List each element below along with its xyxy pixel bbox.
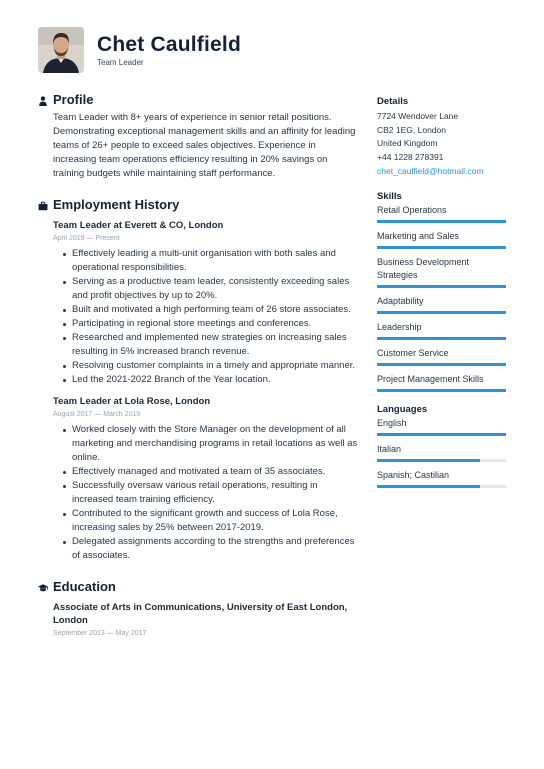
job-dates: April 2019 — Present: [53, 235, 120, 242]
briefcase-icon: [38, 201, 48, 211]
job-bullets: [53, 247, 358, 387]
bullet-item: Contributed to the significant growth and success of Lola Rose, increasing sales by 25% between 2017-2019.: [53, 507, 358, 535]
country: United Kingdom: [377, 138, 438, 149]
job-title: Team Leader at Lola Rose, London: [53, 396, 211, 407]
bullet-item: Successfully oversaw various retail operations, resulting in increased team training efficiency.: [53, 479, 358, 507]
email-link[interactable]: chet_caulfield@hotmail.com: [377, 165, 484, 176]
skill-level-fill: [377, 246, 506, 249]
sidebar-column: [377, 95, 506, 499]
education-heading-row: [38, 579, 358, 597]
skill-name: Business Development Strategies: [377, 256, 470, 280]
skill-level-fill: [377, 311, 506, 314]
bullet-item: Built and motivated a high performing team of 26 store associates.: [53, 303, 358, 317]
candidate-name: Chet Caulfield: [97, 33, 241, 56]
job-entry: [38, 219, 358, 387]
employment-heading-row: [38, 197, 358, 215]
profile-summary: Team Leader with 8+ years of experience in senior retail positions. Demonstrating exceptional management skills and an affinity for leading teams of 26+ people to exceed sales objectives. Experience in increasing team operations efficiency resulting in 20% savings on training budgets while maintaining staff performance.: [53, 112, 356, 179]
bullet-item: Effectively managed and motivated a team of 35 associates.: [53, 465, 358, 479]
skills-section: [377, 190, 506, 392]
education-section: [38, 579, 358, 639]
phone: +44 1228 278391: [377, 152, 444, 163]
address-line: CB2 1EG, London: [377, 124, 446, 135]
language-level-fill: [377, 433, 506, 436]
bullet-item: Participating in regional store meetings and conferences.: [53, 317, 358, 331]
resume-header: [38, 27, 508, 73]
skill-level-fill: [377, 285, 506, 288]
skill-level-fill: [377, 389, 506, 392]
bullet-item: Effectively leading a multi-unit organisation with both sales and operational responsibilities.: [53, 247, 358, 275]
skill-level-bar: [377, 220, 506, 223]
language-level-bar: [377, 459, 506, 462]
languages-heading: Languages: [377, 403, 428, 415]
address-line: 7724 Wendover Lane: [377, 111, 459, 121]
bullet-item: Researched and implemented new strategies on increasing sales resulting in 5% increased branch revenue.: [53, 331, 358, 359]
graduation-cap-icon: [38, 583, 48, 593]
job-dates: August 2017 — March 2019: [53, 411, 141, 418]
skills-list: [377, 203, 506, 392]
bullet-item: Worked closely with the Store Manager on the development of all marketing and merchandising programs in retail locations as well as online.: [53, 423, 358, 465]
person-photo-icon: [38, 27, 84, 73]
profile-photo: [38, 27, 84, 73]
bullet-item: Led the 2021-2022 Branch of the Year location.: [53, 373, 358, 387]
language-level-fill: [377, 485, 480, 488]
details-section: [377, 95, 506, 179]
details-heading: Details: [377, 96, 409, 107]
language-name: Italian: [377, 443, 402, 454]
education-entry: [38, 601, 358, 639]
language-name: Spanish; Castilian: [377, 469, 450, 480]
bullet-item: Resolving customer complaints in a timely and appropriate manner.: [53, 359, 358, 373]
skill-name: Retail Operations: [377, 204, 447, 215]
candidate-title: Team Leader: [97, 58, 144, 67]
skill-level-bar: [377, 285, 506, 288]
job-bullets: [53, 423, 358, 563]
skill-name: Adaptability: [377, 295, 424, 306]
details-list: [377, 110, 506, 179]
skill-name: Leadership: [377, 321, 422, 332]
language-level-bar: [377, 433, 506, 436]
skill-level-bar: [377, 337, 506, 340]
skill-level-bar: [377, 363, 506, 366]
skill-level-bar: [377, 389, 506, 392]
bullet-item: Serving as a productive team leader, consistently exceeding sales and profit objectives by up to 20%.: [53, 275, 358, 303]
language-level-fill: [377, 459, 480, 462]
skill-name: Customer Service: [377, 347, 449, 358]
skill-level-bar: [377, 311, 506, 314]
skill-level-bar: [377, 246, 506, 249]
person-icon: [38, 96, 48, 106]
education-heading: Education: [53, 579, 116, 594]
language-name: English: [377, 417, 407, 428]
profile-section: [38, 92, 358, 181]
main-column: [38, 92, 358, 655]
bullet-item: Delegated assignments according to the strengths and preferences of associates.: [53, 535, 358, 563]
languages-list: [377, 416, 506, 488]
skills-heading: Skills: [377, 190, 402, 202]
job-title: Team Leader at Everett & CO, London: [53, 220, 224, 231]
employment-section: [38, 197, 358, 563]
degree-dates: September 2013 — May 2017: [53, 630, 147, 637]
skill-level-fill: [377, 337, 506, 340]
skill-level-fill: [377, 363, 506, 366]
languages-section: [377, 403, 506, 488]
job-entry: [38, 395, 358, 563]
employment-heading: Employment History: [53, 197, 180, 212]
skill-name: Project Management Skills: [377, 373, 484, 384]
profile-heading-row: [38, 92, 358, 110]
skill-level-fill: [377, 220, 506, 223]
profile-heading: Profile: [53, 92, 94, 107]
degree-title: Associate of Arts in Communications, University of East London, London: [53, 602, 348, 626]
skill-name: Marketing and Sales: [377, 230, 460, 241]
language-level-bar: [377, 485, 506, 488]
